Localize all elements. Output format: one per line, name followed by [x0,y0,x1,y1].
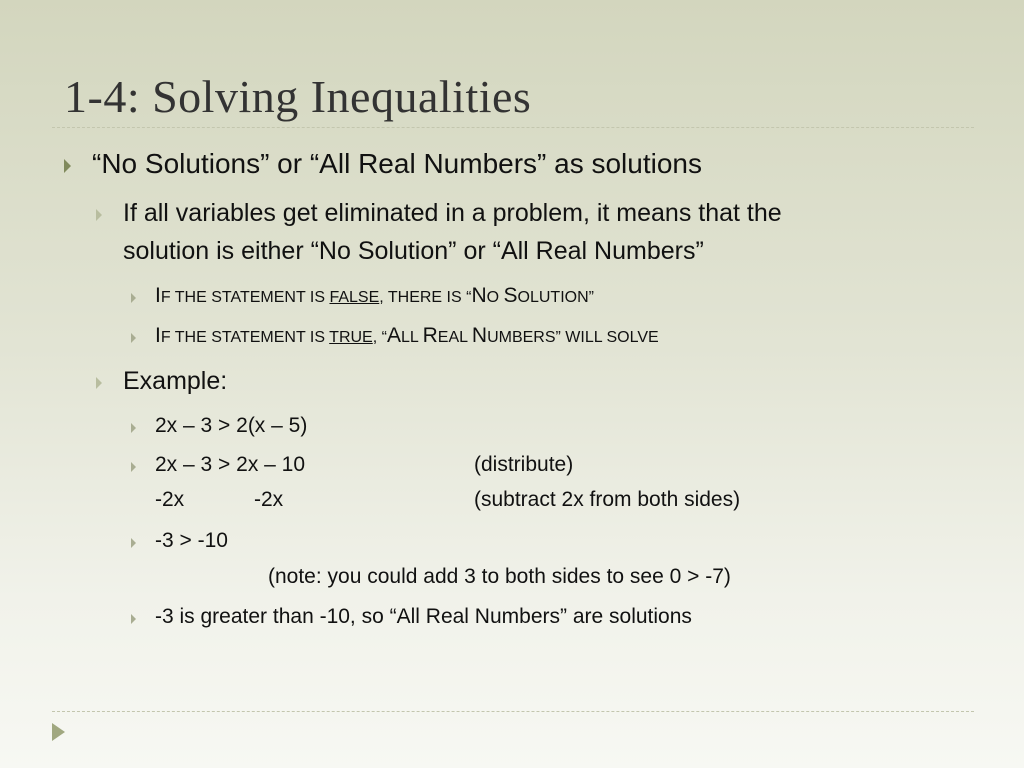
bullet-false-statement [155,284,594,308]
text-smallcaps: , “ [372,329,387,346]
text-cap: I [155,284,161,307]
bullet-arrow-icon [131,333,136,343]
example-subtract-right: -2x [254,488,284,511]
bullet-arrow-icon [131,538,136,548]
text-smallcaps: OLUTION” [517,289,594,306]
text-smallcaps: F THE STATEMENT IS [160,289,330,306]
example-label: Example: [123,367,228,395]
footer-divider [52,711,974,712]
text-cap: I [155,324,161,347]
bullet-arrow-icon [64,159,71,173]
example-step-result-note: (note: you could add 3 to both sides to see 0 > -7) [268,565,731,588]
bullet-arrow-icon [131,614,136,624]
bullet-variables-eliminated-line2: solution is either “No Solution” or “All Real Numbers” [123,237,704,265]
example-conclusion: -3 is greater than -10, so “All Real Numbers” are solutions [155,605,692,628]
example-step-distribute: 2x – 3 > 2x – 10 [155,453,306,476]
text-smallcaps: O [486,289,504,306]
bullet-arrow-icon [96,209,102,221]
example-step-result: -3 > -10 [155,529,228,552]
next-slide-arrow-icon[interactable] [52,723,65,741]
bullet-arrow-icon [96,377,102,389]
bullet-solutions-types: “No Solutions” or “All Real Numbers” as solutions [92,148,702,179]
text-false-underlined: FALSE [329,289,380,306]
text-smallcaps: , THERE IS “ [379,289,472,306]
text-cap: N [471,284,487,307]
bullet-arrow-icon [131,293,136,303]
example-subtract-note: (subtract 2x from both sides) [474,488,741,511]
bullet-arrow-icon [131,423,136,433]
slide-title: 1-4: Solving Inequalities [64,71,532,122]
text-true-underlined: TRUE [329,329,373,346]
text-smallcaps: LL [400,329,423,346]
text-cap: R [422,324,438,347]
title-divider [52,127,974,128]
text-cap: S [503,284,518,307]
example-step-original: 2x – 3 > 2(x – 5) [155,414,308,437]
bullet-true-statement [155,324,659,348]
text-smallcaps: EAL [437,329,472,346]
bullet-arrow-icon [131,462,136,472]
example-step-distribute-note: (distribute) [474,453,574,476]
example-subtract-left: -2x [155,488,185,511]
bullet-variables-eliminated-line1: If all variables get eliminated in a problem, it means that the [123,199,782,227]
text-smallcaps: UMBERS” WILL SOLVE [487,329,659,346]
text-cap: A [386,324,401,347]
text-smallcaps: F THE STATEMENT IS [160,329,330,346]
text-cap: N [471,324,488,347]
